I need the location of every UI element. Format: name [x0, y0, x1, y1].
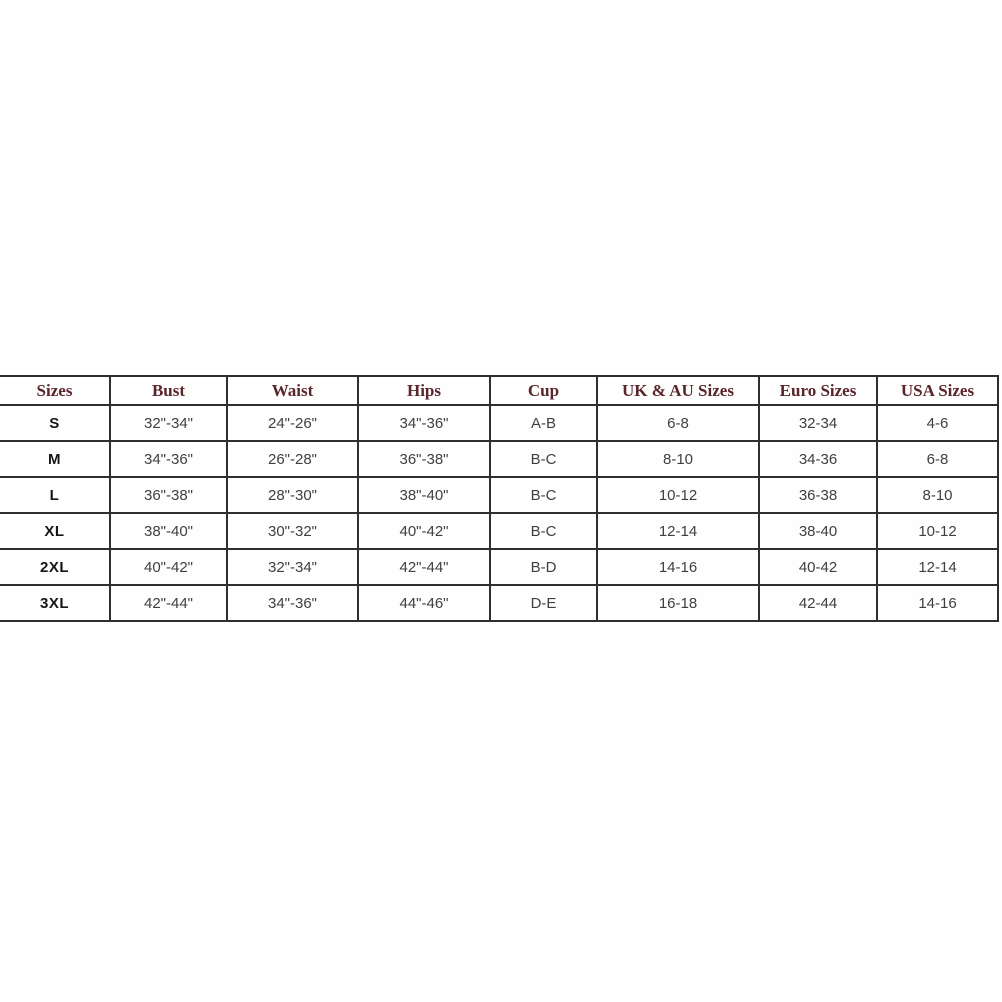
table-cell: 44"-46"	[358, 585, 490, 621]
table-header	[0, 376, 998, 405]
table-cell: 12-14	[877, 549, 998, 585]
table-cell: 10-12	[597, 477, 759, 513]
table-cell: 32"-34"	[227, 549, 358, 585]
column-header: Waist	[227, 376, 358, 405]
column-header: UK & AU Sizes	[597, 376, 759, 405]
table-cell: 8-10	[877, 477, 998, 513]
table-cell: 34"-36"	[358, 405, 490, 441]
table-cell: D-E	[490, 585, 597, 621]
table-cell: 8-10	[597, 441, 759, 477]
size-label-cell: M	[0, 441, 110, 477]
table-cell: 28"-30"	[227, 477, 358, 513]
table-cell: 6-8	[597, 405, 759, 441]
table-cell: 32-34	[759, 405, 877, 441]
header-row	[0, 376, 998, 405]
table-cell: 12-14	[597, 513, 759, 549]
column-header: Sizes	[0, 376, 110, 405]
table-cell: 38"-40"	[110, 513, 227, 549]
table-body	[0, 405, 998, 621]
table-cell: 24"-26"	[227, 405, 358, 441]
table-cell: B-C	[490, 477, 597, 513]
column-header: USA Sizes	[877, 376, 998, 405]
table-cell: 40"-42"	[110, 549, 227, 585]
column-header: Bust	[110, 376, 227, 405]
table-row	[0, 477, 998, 513]
table-cell: 38"-40"	[358, 477, 490, 513]
table-cell: 42-44	[759, 585, 877, 621]
table-cell: 34"-36"	[110, 441, 227, 477]
table-cell: B-C	[490, 441, 597, 477]
table-cell: 42"-44"	[358, 549, 490, 585]
table-cell: 36"-38"	[110, 477, 227, 513]
table-cell: 40"-42"	[358, 513, 490, 549]
table-cell: 16-18	[597, 585, 759, 621]
table-cell: 36"-38"	[358, 441, 490, 477]
size-chart-table	[0, 375, 999, 622]
table-cell: 6-8	[877, 441, 998, 477]
size-label-cell: 3XL	[0, 585, 110, 621]
table-cell: 34-36	[759, 441, 877, 477]
table-row	[0, 585, 998, 621]
size-label-cell: XL	[0, 513, 110, 549]
column-header: Cup	[490, 376, 597, 405]
table-cell: 32"-34"	[110, 405, 227, 441]
size-label-cell: 2XL	[0, 549, 110, 585]
table-cell: 40-42	[759, 549, 877, 585]
table-cell: 30"-32"	[227, 513, 358, 549]
table-cell: 42"-44"	[110, 585, 227, 621]
table-cell: 38-40	[759, 513, 877, 549]
table-cell: B-C	[490, 513, 597, 549]
size-label-cell: S	[0, 405, 110, 441]
table-cell: A-B	[490, 405, 597, 441]
table-cell: 34"-36"	[227, 585, 358, 621]
size-label-cell: L	[0, 477, 110, 513]
table-cell: 4-6	[877, 405, 998, 441]
table-row	[0, 405, 998, 441]
column-header: Hips	[358, 376, 490, 405]
table-row	[0, 513, 998, 549]
table-cell: 14-16	[877, 585, 998, 621]
column-header: Euro Sizes	[759, 376, 877, 405]
table-row	[0, 441, 998, 477]
table-cell: 36-38	[759, 477, 877, 513]
table-cell: 26"-28"	[227, 441, 358, 477]
table-cell: 10-12	[877, 513, 998, 549]
table-cell: B-D	[490, 549, 597, 585]
table-cell: 14-16	[597, 549, 759, 585]
table-row	[0, 549, 998, 585]
